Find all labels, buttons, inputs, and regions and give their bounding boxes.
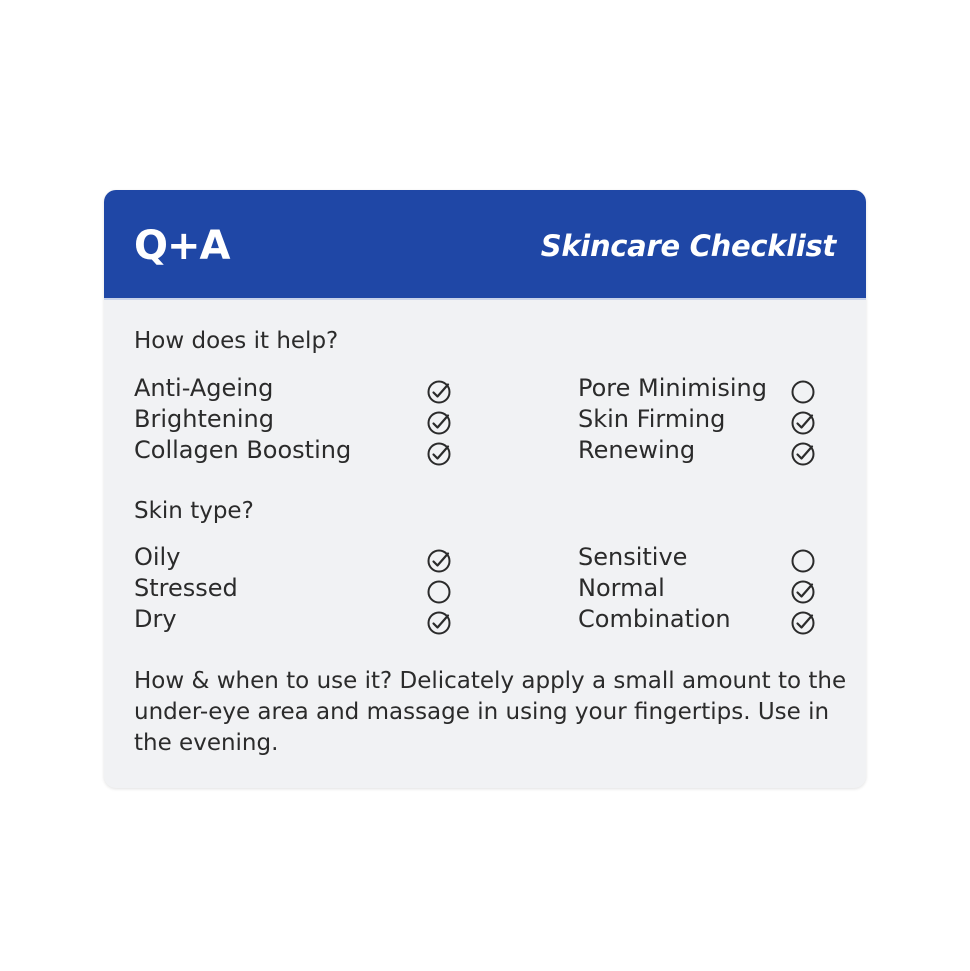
benefit-item-4 [578, 407, 828, 437]
circle-icon [790, 379, 816, 405]
skin-type-label: Dry [134, 605, 177, 633]
skin-type-item-2 [134, 607, 454, 637]
check-icon [790, 410, 816, 436]
benefits-heading: How does it help? [134, 328, 339, 354]
benefit-item-1 [134, 407, 454, 437]
skin-type-item-0 [134, 545, 454, 575]
skin-type-label: Oily [134, 543, 181, 571]
check-icon [790, 610, 816, 636]
check-icon [426, 379, 452, 405]
check-icon [426, 610, 452, 636]
check-icon [426, 441, 452, 467]
check-icon [426, 410, 452, 436]
check-icon [426, 548, 452, 574]
skin-type-label: Sensitive [578, 543, 688, 571]
skin-type-label: Stressed [134, 574, 238, 602]
benefit-label: Skin Firming [578, 405, 726, 433]
benefit-label: Brightening [134, 405, 274, 433]
skin-type-item-3 [578, 545, 828, 575]
checklist-title: Skincare Checklist [540, 229, 836, 263]
benefit-item-3 [578, 376, 828, 406]
card-header [104, 190, 866, 300]
check-icon [790, 579, 816, 605]
skin-type-heading: Skin type? [134, 498, 254, 524]
skincare-checklist-card [104, 190, 866, 788]
benefit-item-5 [578, 438, 828, 468]
benefit-label: Collagen Boosting [134, 436, 352, 464]
skin-type-label: Combination [578, 605, 731, 633]
skin-type-item-5 [578, 607, 828, 637]
skin-type-item-4 [578, 576, 828, 606]
check-icon [790, 441, 816, 467]
benefit-label: Renewing [578, 436, 696, 464]
benefit-label: Pore Minimising [578, 374, 767, 402]
benefit-item-0 [134, 376, 454, 406]
benefit-label: Anti-Ageing [134, 374, 274, 402]
skin-type-item-1 [134, 576, 454, 606]
benefit-item-2 [134, 438, 454, 468]
circle-icon [790, 548, 816, 574]
brand-logo: Q+A [134, 223, 230, 269]
circle-icon [426, 579, 452, 605]
usage-instructions: How & when to use it? Delicately apply a small amount to the under-eye area and massage in using your fingertips. Use in the evening. [134, 668, 847, 756]
skin-type-label: Normal [578, 574, 665, 602]
